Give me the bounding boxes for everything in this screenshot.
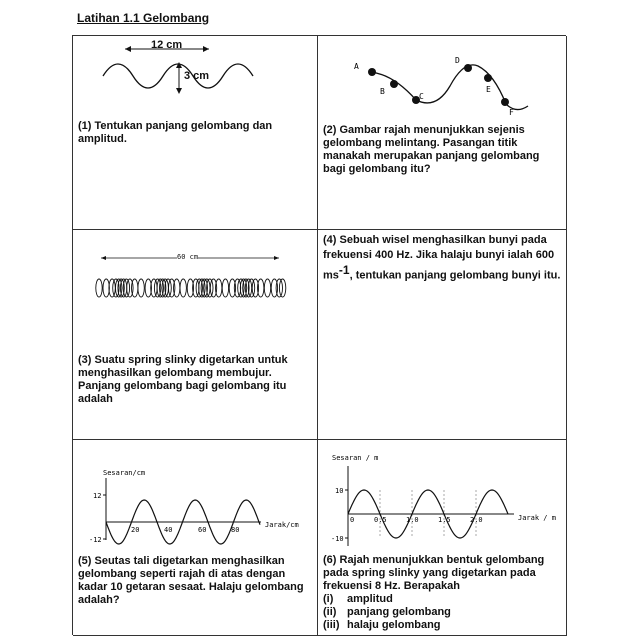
question-6-text [323,554,563,632]
worksheet-title: Latihan 1.1 Gelombang [77,11,210,25]
question-1-cell [73,36,318,230]
point-c-label: C [419,92,424,101]
list-item: (i) amplitud [323,593,393,605]
y-axis-label-5: Sesaran/cm [103,469,146,477]
question-5-text: (5) Seutas tali digetarkan menghasilkan gelombang seperti rajah di atas dengan kadar 10 getaran sesaat. Halaju gelombang adalah? [78,555,304,606]
slinky-coil [180,279,186,297]
wave-graph-6 [318,440,567,550]
y-tick-10: 10 [335,487,344,495]
y-tick-neg10: -10 [331,535,344,543]
dim-length-label: 12 cm [151,39,183,51]
point-b-label: B [380,87,385,96]
slinky-coil [138,279,144,297]
x-tick-1-0: 1.0 [406,516,419,524]
slinky-diagram [73,230,318,310]
slinky-coil [109,279,115,297]
wave-graph-5 [73,440,318,550]
x-tick-80: 80 [231,526,240,534]
question-6-intro: (6) Rajah menunjukkan bentuk gelombang pada spring slinky yang digetarkan pada frekuensi 8 Hz. Berapakah [323,554,545,592]
question-4-superscript: -1 [338,263,350,277]
question-grid [72,35,566,635]
point-f-label: F [509,108,514,117]
dim-height-label: 3 cm [184,70,210,82]
x-tick-60: 60 [198,526,207,534]
slinky-coil [222,279,228,297]
question-6-items [323,593,563,632]
x-tick-40: 40 [164,526,173,534]
x-tick-0: 0 [350,516,355,524]
question-4-text [323,233,561,284]
list-item: (ii) panjang gelombang [323,606,451,618]
question-2-text: (2) Gambar rajah menunjukkan sejenis gelombang melintang. Pasangan titik manakah merupakan panjang gelombang bagi gelombang itu? [323,124,540,175]
point-d-label: D [455,56,460,65]
question-2-cell [318,36,567,230]
x-tick-0-5: 0.5 [374,516,387,524]
question-4-text-b: , tentukan panjang gelombang bunyi itu. [349,269,561,282]
question-3-text: (3) Suatu spring slinky digetarkan untuk menghasilkan gelombang membujur. Panjang gelombang bagi gelombang itu adalah [78,354,288,405]
point-e-label: E [486,85,491,94]
x-axis-label-5: Jarak/cm [265,521,299,529]
x-axis-label-6: Jarak / m [518,514,556,522]
question-6-cell [318,440,567,636]
list-item: (iii) halaju gelombang [323,619,441,631]
question-4-text-a: (4) Sebuah wisel menghasilkan bunyi pada frekuensi 400 Hz. Jika halaju bunyi ialah 600 ms [323,234,555,282]
x-tick-1-5: 1.5 [438,516,451,524]
question-4-cell [318,230,567,440]
y-tick-neg12: -12 [89,536,102,544]
question-5-cell [73,440,318,636]
y-axis-label-6: Sesaran / m [332,454,379,462]
x-tick-2-0: 2.0 [470,516,483,524]
spring-length-label: 60 cm [177,251,198,264]
slinky-coil [132,279,138,297]
wave-diagram-2 [318,36,567,121]
point-a-label: A [354,62,359,71]
x-tick-20: 20 [131,526,140,534]
slinky-coil [103,279,109,297]
question-3-cell [73,230,318,440]
y-tick-12: 12 [93,492,102,500]
question-1-text: (1) Tentukan panjang gelombang dan amplitud. [78,120,273,145]
slinky-coil [264,279,270,297]
slinky-coil [96,279,102,297]
